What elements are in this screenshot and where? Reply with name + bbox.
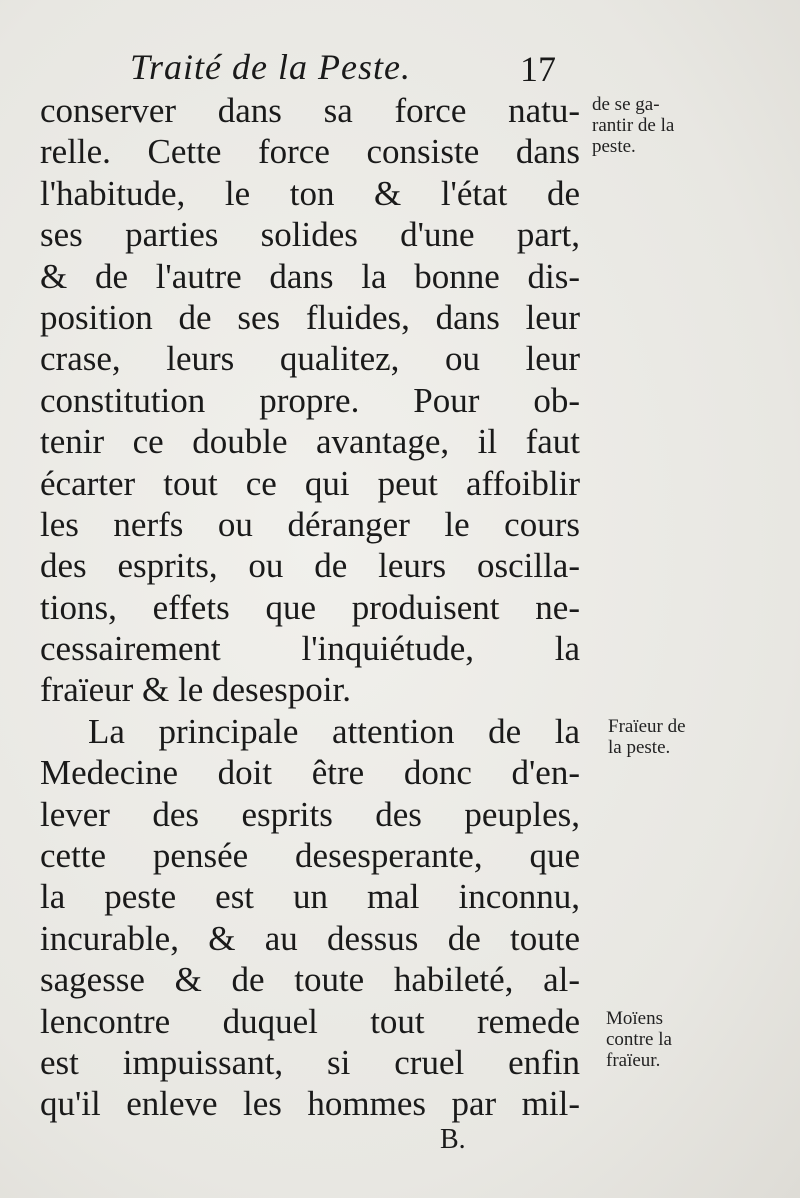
page-number: 17 xyxy=(520,49,556,89)
text-line: sagesse & de toute habileté, al- xyxy=(40,960,580,1000)
margin-note xyxy=(592,94,674,157)
text-line: conserver dans sa force natu- xyxy=(40,91,580,130)
text-line: cette pensée desesperante, que xyxy=(40,836,580,876)
margin-note-line: Fraïeur de xyxy=(608,716,686,737)
text-line: constitution propre. Pour ob- xyxy=(40,380,580,420)
text-line: Medecine doit être donc d'en- xyxy=(40,753,580,793)
page-header xyxy=(130,46,580,92)
text-line: tenir ce double avantage, il faut xyxy=(40,422,580,462)
text-line: lencontre duquel tout remede xyxy=(40,1001,580,1041)
text-line: est impuissant, si cruel enfin xyxy=(40,1042,580,1082)
text-line: position de ses fluides, dans leur xyxy=(40,297,580,337)
signature-mark: B. xyxy=(440,1124,466,1155)
margin-note-line: contre la xyxy=(606,1029,672,1050)
text-line: ses parties solides d'une part, xyxy=(40,215,580,255)
margin-note-line: rantir de la xyxy=(592,115,675,136)
margin-note-line: la peste. xyxy=(608,737,671,758)
text-line: tions, effets que produisent ne- xyxy=(40,587,580,627)
text-line: cessairement l'inquiétude, la xyxy=(40,629,580,669)
main-text xyxy=(40,90,580,1125)
text-line: des esprits, ou de leurs oscilla- xyxy=(40,546,580,586)
text-line: lever des esprits des peuples, xyxy=(40,794,580,834)
margin-note xyxy=(608,716,686,758)
running-title: Traité de la Peste. xyxy=(130,47,411,87)
text-line: l'habitude, le ton & l'état de xyxy=(40,173,580,213)
text-line: relle. Cette force consiste dans xyxy=(40,132,580,172)
text-line: fraïeur & le desespoir. xyxy=(40,670,352,710)
margin-note xyxy=(606,1008,672,1071)
margin-note-line: Moïens xyxy=(606,1008,663,1029)
text-line: qu'il enleve les hommes par mil- xyxy=(40,1084,580,1124)
text-line: les nerfs ou déranger le cours xyxy=(40,504,580,544)
margin-note-line: de se ga- xyxy=(592,94,660,115)
text-line: écarter tout ce qui peut affoiblir xyxy=(40,463,580,503)
text-line: la peste est un mal inconnu, xyxy=(40,877,580,917)
margin-note-line: peste. xyxy=(592,136,636,157)
text-line: incurable, & au dessus de toute xyxy=(40,918,580,958)
paragraph-start-line: La principale attention de la xyxy=(88,711,580,751)
text-line: crase, leurs qualitez, ou leur xyxy=(40,339,580,379)
text-line: & de l'autre dans la bonne dis- xyxy=(40,256,580,296)
margin-note-line: fraïeur. xyxy=(606,1050,661,1071)
